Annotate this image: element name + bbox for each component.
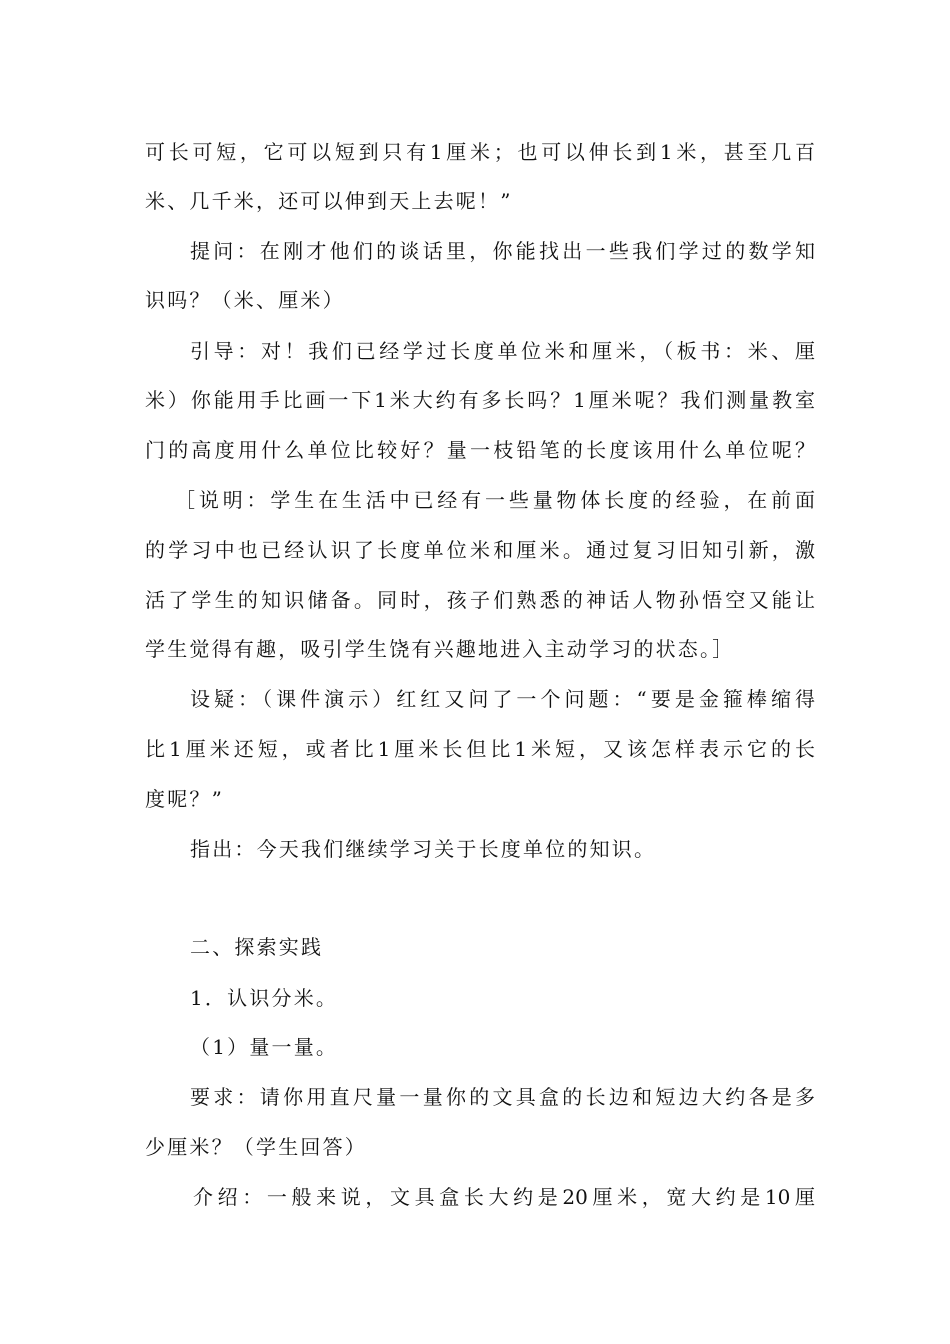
section-heading: 二、探索实践	[190, 935, 324, 959]
text-line: 的学习中也已经认识了长度单位米和厘米。通过复习旧知引新，激	[145, 538, 815, 562]
text-line: 可长可短，它可以短到只有1厘米；也可以伸长到1米，甚至几百	[145, 140, 815, 164]
text-line: 度呢？”	[145, 787, 225, 811]
subsection-heading: 1．认识分米。	[190, 986, 339, 1010]
text-line: 介绍：一般来说，文具盒长大约是20厘米，宽大约是10厘	[193, 1185, 815, 1209]
text-line: 少厘米？（学生回答）	[145, 1135, 367, 1159]
text-line: 米、几千米，还可以伸到天上去呢！”	[145, 189, 513, 213]
subsection-heading: （1）量一量。	[190, 1035, 339, 1059]
text-line: 引导：对！我们已经学过长度单位米和厘米，（板书：米、厘	[190, 339, 815, 363]
text-line: 设疑：（课件演示）红红又问了一个问题：“要是金箍棒缩得	[190, 687, 815, 711]
text-line: 要求：请你用直尺量一量你的文具盒的长边和短边大约各是多	[190, 1085, 815, 1109]
text-line: 识吗？（米、厘米）	[145, 288, 345, 312]
text-line: 指出：今天我们继续学习关于长度单位的知识。	[190, 837, 657, 861]
text-line: 门的高度用什么单位比较好？量一枝铅笔的长度该用什么单位呢？	[145, 438, 815, 462]
text-line: 比1厘米还短，或者比1厘米长但比1米短，又该怎样表示它的长	[145, 737, 815, 761]
text-line: 米）你能用手比画一下1米大约有多长吗？1厘米呢？我们测量教室	[145, 388, 815, 412]
text-line: ［说明：学生在生活中已经有一些量物体长度的经验，在前面	[175, 488, 815, 512]
text-line: 活了学生的知识储备。同时，孩子们熟悉的神话人物孙悟空又能让	[145, 588, 815, 612]
text-line: 提问：在刚才他们的谈话里，你能找出一些我们学过的数学知	[190, 239, 815, 263]
text-line: 学生觉得有趣，吸引学生饶有兴趣地进入主动学习的状态。］	[145, 637, 735, 661]
